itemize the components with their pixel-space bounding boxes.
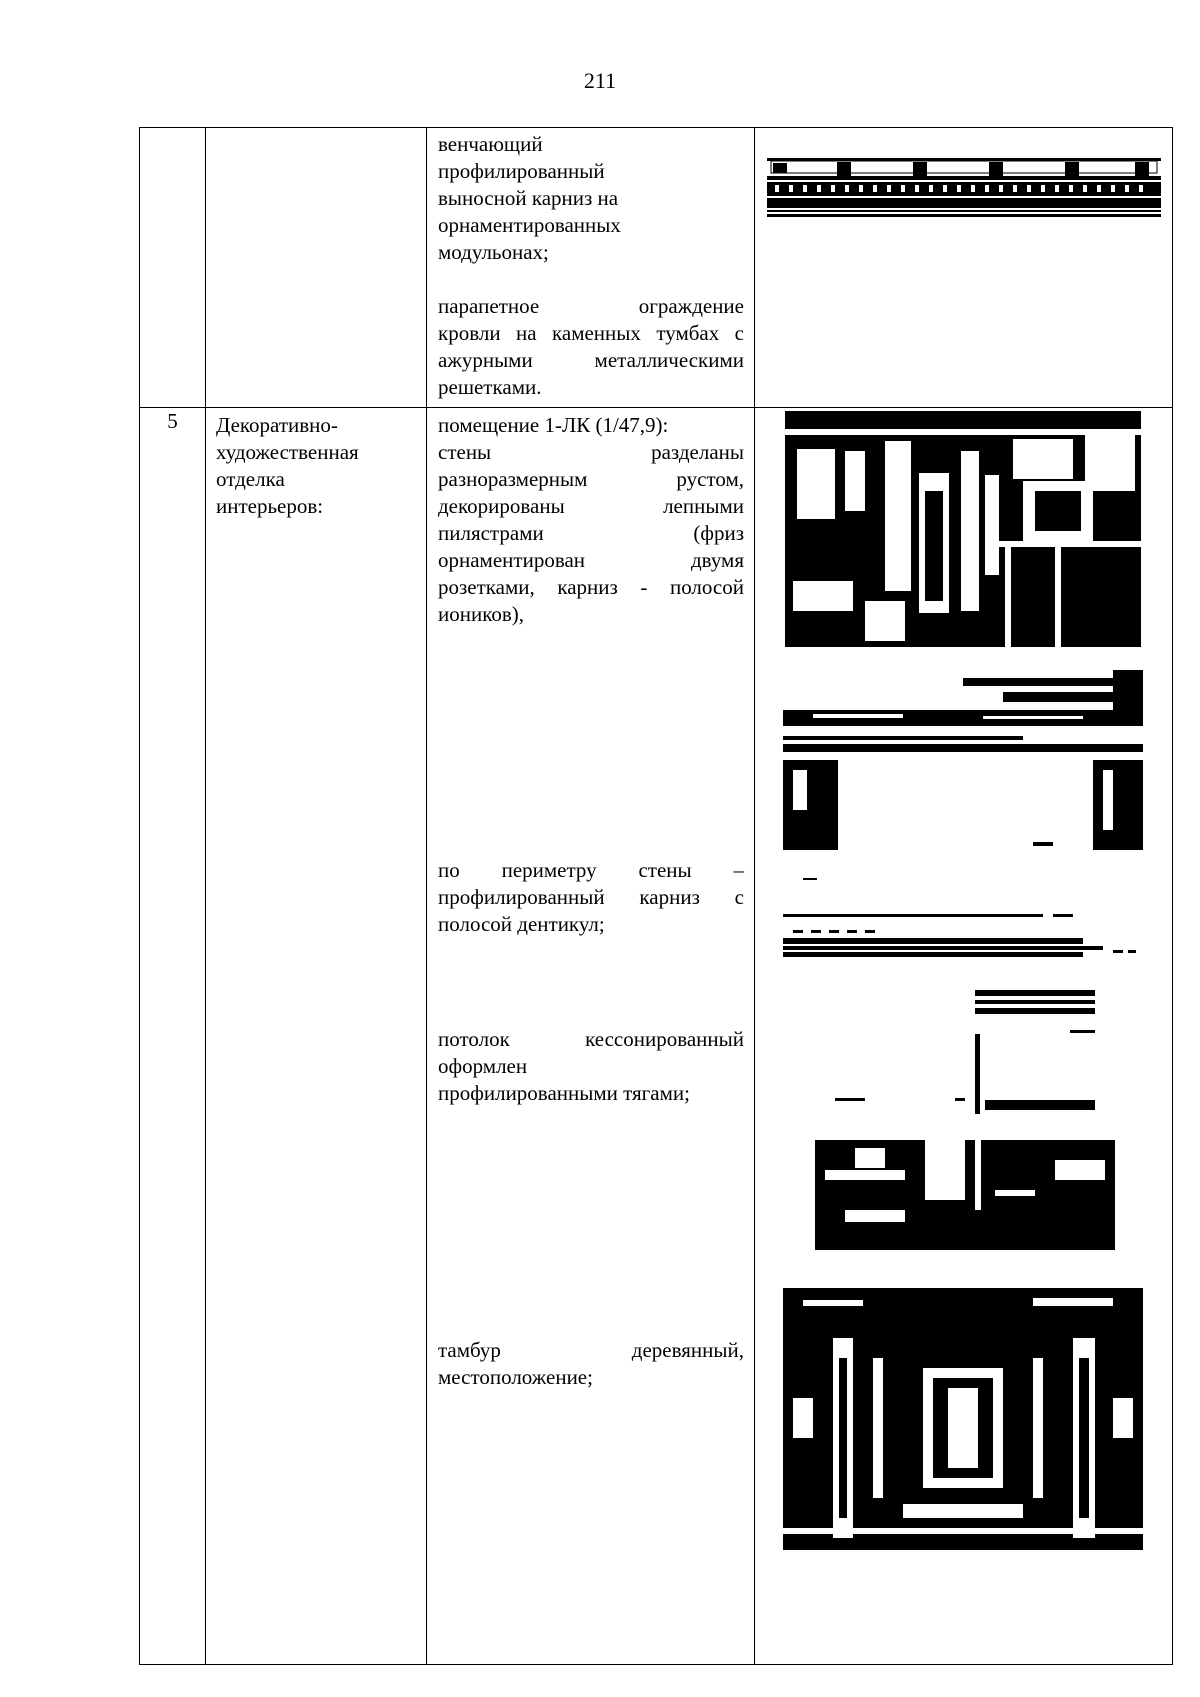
description-cell <box>427 408 755 1665</box>
text-line: по периметру стены – <box>438 858 744 882</box>
table-row <box>140 408 1173 1665</box>
text-line: помещение 1-ЛК (1/47,9): <box>438 413 669 437</box>
text-line: художественная <box>216 440 359 464</box>
text-line: Декоративно- <box>216 413 338 437</box>
text-line: венчающий <box>438 132 543 156</box>
text-line: профилированными тягами; <box>438 1081 690 1105</box>
description-cornice <box>427 128 754 266</box>
text-line: иоников), <box>438 602 525 626</box>
page-number: 211 <box>583 68 617 93</box>
photo-cell <box>755 408 1173 1665</box>
text-line: орнаментированных <box>438 213 621 237</box>
element-name-cell <box>206 408 427 1665</box>
text-line: орнаментирован двумя <box>438 548 744 572</box>
text-line: ажурными металлическими <box>438 348 744 372</box>
text-line: пилястрами (фриз <box>438 521 744 545</box>
text-line: кровли на каменных тумбах с <box>438 321 744 345</box>
text-line: профилированный карниз с <box>438 885 744 909</box>
row-number-cell <box>140 408 206 1665</box>
description-cell <box>427 128 755 408</box>
element-name-cell <box>206 128 427 408</box>
interior-wall-photo <box>785 411 1141 647</box>
row-number-cell <box>140 128 206 408</box>
text-line: профилированный <box>438 159 605 183</box>
text-line: декорированы лепными <box>438 494 744 518</box>
text-line: тамбур деревянный, <box>438 1338 744 1362</box>
text-line: розетками, карниз - полосой <box>438 575 744 599</box>
text-line: полосой дентикул; <box>438 912 605 936</box>
cornice-ceiling-photo <box>783 670 1143 850</box>
description-room <box>427 408 754 628</box>
monument-description-table <box>139 127 1173 1665</box>
text-line: местоположение; <box>438 1365 593 1389</box>
cornice-photo <box>767 154 1161 226</box>
row-number: 5 <box>167 409 178 433</box>
text-line: парапетное ограждение <box>438 294 744 318</box>
table-row <box>140 128 1173 408</box>
text-line: отделка <box>216 467 285 491</box>
text-line: выносной карниз на <box>438 186 619 210</box>
text-line: решетками. <box>438 375 542 399</box>
text-line: стены разделаны <box>438 440 744 464</box>
text-line: модульонах; <box>438 240 549 264</box>
text-line: потолок кессонированный <box>438 1027 744 1051</box>
photo-cell <box>755 128 1173 408</box>
vestibule-photo <box>783 1278 1143 1550</box>
coffered-ceiling-photo <box>815 990 1115 1250</box>
dentil-cornice-photo <box>783 878 1143 958</box>
text-line: оформлен <box>438 1054 528 1078</box>
text-line: интерьеров: <box>216 494 324 518</box>
description-parapet <box>427 266 754 401</box>
description-vestibule <box>427 1107 754 1391</box>
description-cornice-perimeter <box>427 628 754 938</box>
description-ceiling <box>427 938 754 1107</box>
element-name <box>206 408 426 520</box>
text-line: разноразмерным рустом, <box>438 467 744 491</box>
